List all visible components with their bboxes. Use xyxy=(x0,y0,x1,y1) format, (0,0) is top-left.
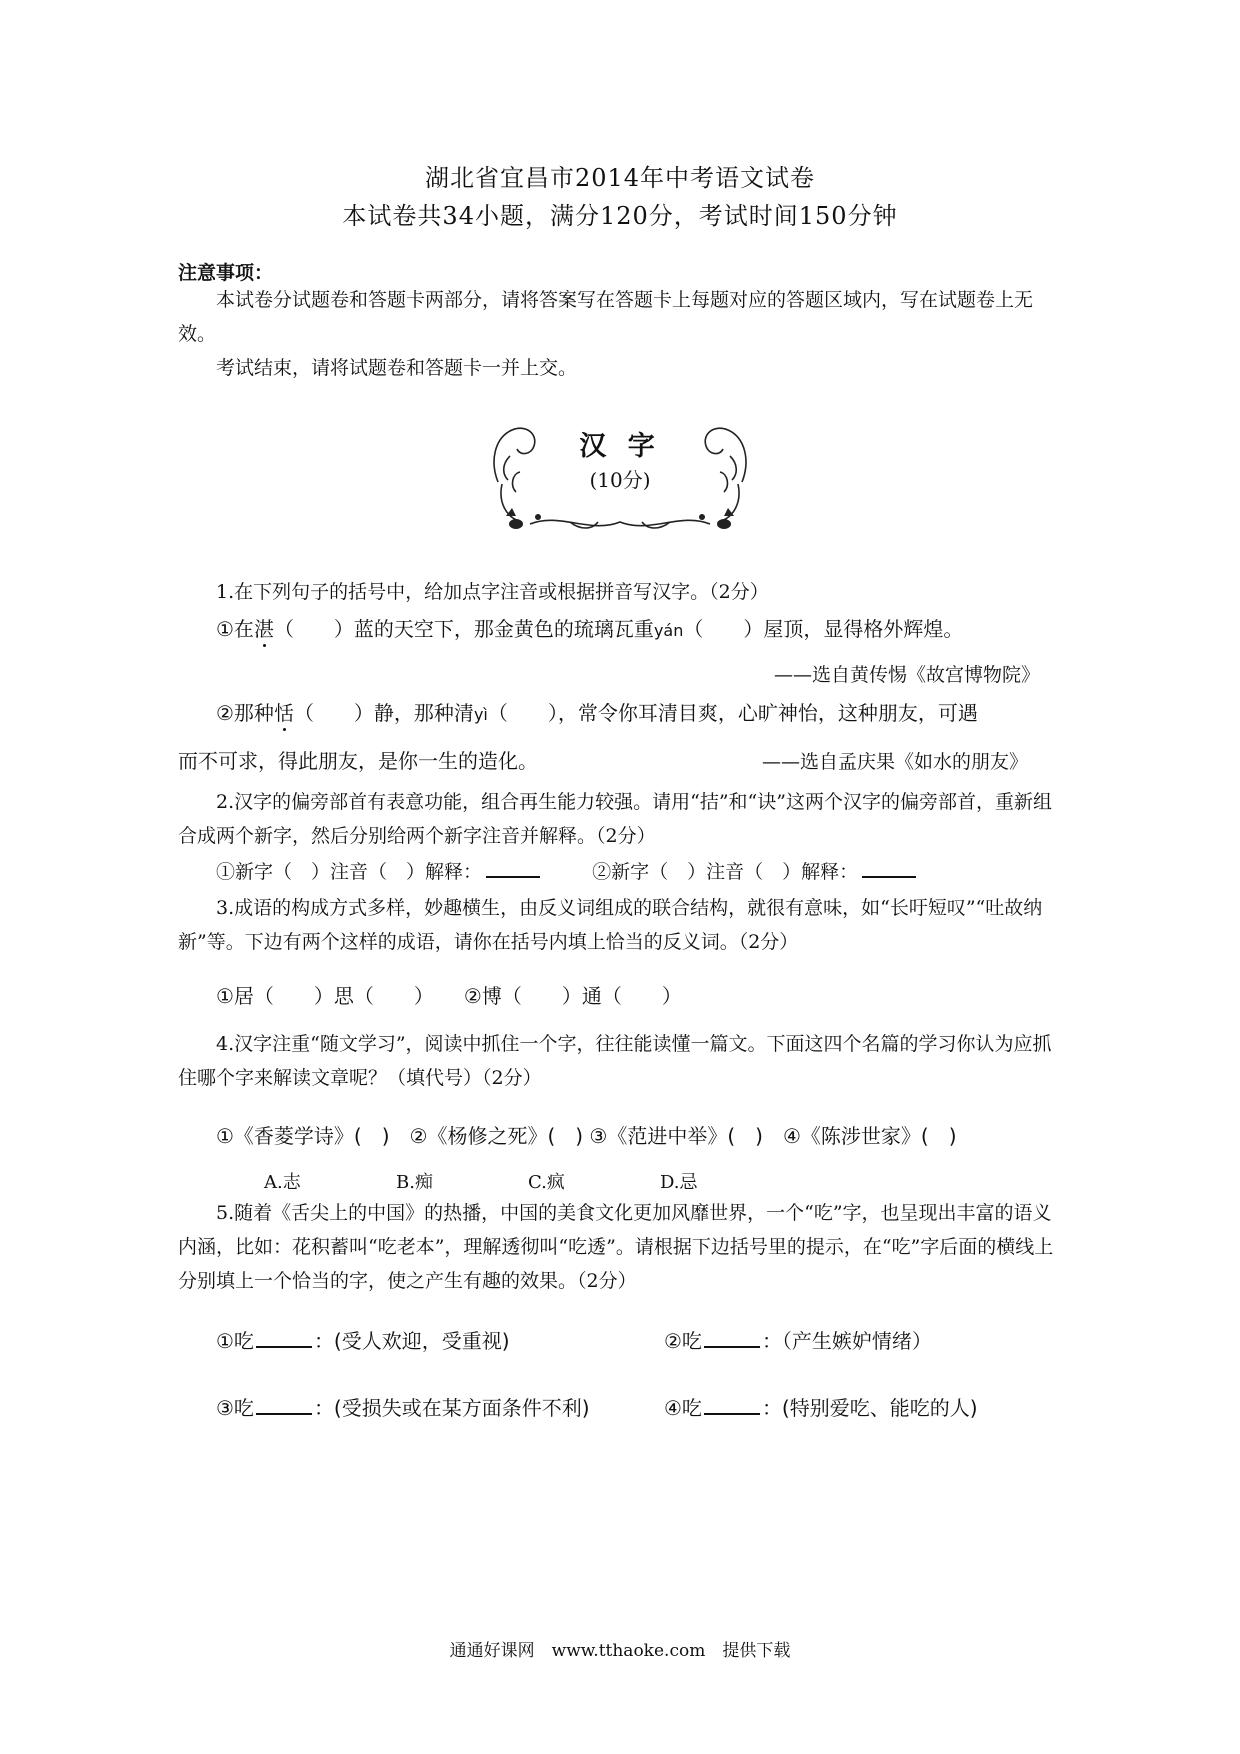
q1-s2-dotted-char: 恬 xyxy=(273,701,294,725)
q5-item4-hint: ：(特别爱吃、能吃的人) xyxy=(761,1396,978,1420)
q5-item1-hint: ：(受人欢迎，受重视) xyxy=(313,1329,510,1353)
q1-sentence-1 xyxy=(216,613,963,642)
q5-stem: 5.随着《舌尖上的中国》的热播，中国的美食文化更加风靡世界，一个“吃”字，也呈现出丰富的语义内涵，比如：花积蓄叫“吃老本”，理解透彻叫“吃透”。请根据下边括号里的提示，在“吃”字后面的横线上分别填上一个恰当的字，使之产生有趣的效果。（2分） xyxy=(178,1202,1054,1292)
q1-s1-dotted-char: 湛 xyxy=(253,617,274,641)
q1-s1-text-a: ①在 xyxy=(216,617,254,641)
q5-blank-3[interactable] xyxy=(256,1412,312,1415)
q5-item-2 xyxy=(664,1325,932,1354)
q4-options xyxy=(264,1168,792,1194)
q1-s2-text-d: 而不可求，得此朋友，是你一生的造化。 xyxy=(178,749,538,773)
q1-s2-text-b: （ ）静，那种清 xyxy=(293,701,474,725)
q5-item-3 xyxy=(216,1392,590,1421)
q5-blank-2[interactable] xyxy=(704,1345,760,1348)
section-title: 汉 字 xyxy=(579,431,661,462)
q1-s1-source: ——选自黄传惕《故宫博物院》 xyxy=(773,664,1040,686)
exam-subtitle: 本试卷共34小题，满分120分，考试时间150分钟 xyxy=(342,202,898,230)
q3-stem: 3.成语的构成方式多样，妙趣横生，由反义词组成的联合结构，就很有意味，如“长吁短叹”“吐故纳新”等。下边有两个这样的成语，请你在括号内填上恰当的反义词。（2分） xyxy=(178,897,1043,953)
q2-line-a: ①新字（ ）注音（ ）解释： xyxy=(216,861,483,883)
q4-items: ①《香菱学诗》( ) ②《杨修之死》( ) ③《范进中举》( ) ④《陈涉世家》( ) xyxy=(216,1124,957,1148)
q5-item3-hint: ：(受损失或在某方面条件不利) xyxy=(313,1396,590,1420)
q5-item4-label: ④吃 xyxy=(664,1396,702,1420)
q5-item2-label: ②吃 xyxy=(664,1329,702,1353)
q4-option-a: A.志 xyxy=(264,1172,301,1193)
q5-item3-label: ③吃 xyxy=(216,1396,254,1420)
q4-option-d: D.忌 xyxy=(660,1172,698,1193)
q4-option-c: C.疯 xyxy=(528,1172,565,1193)
q1-s1-pinyin: yán xyxy=(653,621,684,640)
q2-blank-a[interactable] xyxy=(486,875,540,878)
page-footer: 通通好课网 www.tthaoke.com 提供下载 xyxy=(449,1641,791,1661)
q2-answer-line xyxy=(216,855,920,889)
q2-stem: 2.汉字的偏旁部首有表意功能，组合再生能力较强。请用“拮”和“诀”这两个汉字的偏旁部首，重新组合成两个新字，然后分别给两个新字注音并解释。（2分） xyxy=(178,791,1052,847)
q2-line-b: ②新字（ ）注音（ ）解释： xyxy=(592,861,859,883)
q5-blank-4[interactable] xyxy=(704,1412,760,1415)
q5-item1-label: ①吃 xyxy=(216,1329,254,1353)
section-score: (10分) xyxy=(589,468,651,492)
q5-item-4 xyxy=(664,1392,978,1421)
q1-s1-text-b: （ ）蓝的天空下，那金黄色的琉璃瓦重 xyxy=(273,617,654,641)
q5-item-1 xyxy=(216,1325,510,1354)
notice-paragraph-1: 本试卷分试题卷和答题卡两部分，请将答案写在答题卡上每题对应的答题区域内，写在试题卷上无效。 xyxy=(178,289,1034,345)
q1-sentence-2 xyxy=(216,697,978,726)
q1-s2-pinyin: yì xyxy=(473,705,488,724)
q1-s2-source: ——选自孟庆果《如水的朋友》 xyxy=(761,751,1028,773)
exam-title: 湖北省宜昌市2014年中考语文试卷 xyxy=(424,164,816,192)
q2-blank-b[interactable] xyxy=(862,875,916,878)
q3-answer: ①居（ ）思（ ） ②博（ ）通（ ） xyxy=(216,984,682,1008)
q1-s2-text-a: ②那种 xyxy=(216,701,274,725)
q5-item2-hint: ：（产生嫉妒情绪） xyxy=(761,1329,932,1353)
q1-stem: 1.在下列句子的括号中，给加点字注音或根据拼音写汉字。（2分） xyxy=(216,581,769,603)
q4-stem: 4.汉字注重“随文学习”，阅读中抓住一个字，往往能读懂一篇文。下面这四个名篇的学习你认为应抓住哪个字来解读文章呢？（填代号）（2分） xyxy=(178,1033,1052,1089)
notice-heading: 注意事项： xyxy=(178,262,274,284)
q1-s2-text-c: （ ），常令你耳清目爽，心旷神怡，这种朋友，可遇 xyxy=(487,701,978,725)
q5-blank-1[interactable] xyxy=(256,1345,312,1348)
notice-paragraph-2: 考试结束，请将试题卷和答题卡一并上交。 xyxy=(216,357,578,379)
q1-s1-text-c: （ ）屋顶，显得格外辉煌。 xyxy=(683,617,964,641)
q4-option-b: B.痴 xyxy=(396,1172,433,1193)
